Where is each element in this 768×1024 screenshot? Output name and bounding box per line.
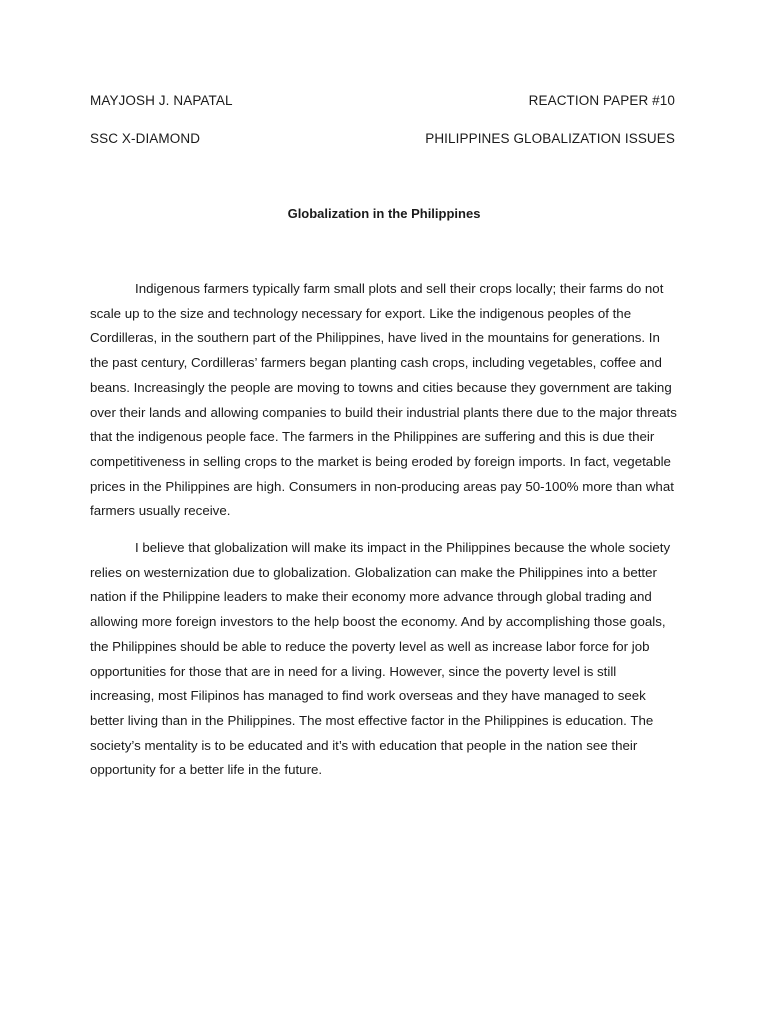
body-paragraph-2: I believe that globalization will make its impact in the Philippines because the whole society relies on westernization due to globalization. Globalization can make the Philippines into a better nation if the Philippine leaders to make their economy more advance through global trading and allowing more foreign investors to the help boost the economy. And by accomplishing those goals, the Philippines should be able to reduce the poverty level as well as increase labor force for job opportunities for those that are in need for a living. However, since the poverty level is still increasing, most Filipinos has managed to find work overseas and they have managed to seek better living than in the Philippines. The most effective factor in the Philippines is education. The society’s mentality is to be educated and it’s with education that people in the nation see their opportunity for a better life in the future. [90,540,671,778]
document-title: Globalization in the Philippines [287,206,481,221]
author-name: MAYJOSH J. NAPATAL [90,93,233,108]
paper-label: REACTION PAPER #10 [528,93,675,108]
document-body [90,277,682,783]
body-paragraph-1: Indigenous farmers typically farm small plots and sell their crops locally; their farms do not scale up to the size and technology necessary for export. Like the indigenous peoples of the Cordilleras, in the southern part of the Philippines, have lived in the mountains for generations. In the past century, Cordilleras’ farmers began planting cash crops, including vegetables, coffee and beans. Increasingly the people are moving to towns and cities because they government are taking over their lands and allowing companies to build their industrial plants there due to the major threats that the indigenous people face. The farmers in the Philippines are suffering and this is due their competitiveness in selling crops to the market is being eroded by foreign imports. In fact, vegetable prices in the Philippines are high. Consumers in non-producing areas pay 50-100% more than what farmers usually receive. [90,281,677,519]
header-row-2 [90,131,675,147]
section-name: SSC X-DIAMOND [90,131,201,146]
header-row-1 [90,93,675,109]
paper-topic: PHILIPPINES GLOBALIZATION ISSUES [425,131,675,146]
